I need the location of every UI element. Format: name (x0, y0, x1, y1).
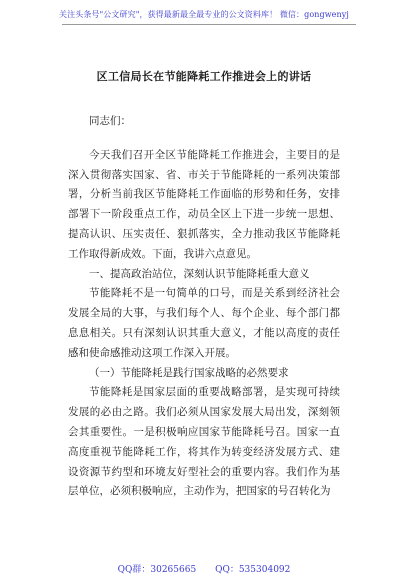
footer-qq-group: QQ群：30265665 (117, 565, 197, 575)
document-body (68, 112, 340, 502)
header-divider (62, 24, 356, 25)
salutation: 同志们： (89, 115, 131, 127)
paragraph: 节能降耗是国家层面的重要战略部署，是实现可持续发展的必由之路。我们必须从国家发展大局出发，深刻领会其重要性。一是积极响应国家节能降耗号召。国家一直高度重视节能降耗工作，将其作为转变经济发展方式、建设资源节约型和环境友好型社会的重要内容。我们作为基层单位，必须积极响应，主动作为，把国家的号召转化为 (68, 386, 340, 498)
section-heading: 一、提高政治站位，深刻认识节能降耗重大意义 (89, 267, 310, 280)
subsection-heading: （一）节能降耗是践行国家战略的必然要求 (89, 366, 289, 379)
footer-qq: QQ：535304092 (215, 565, 291, 575)
document-title: 区工信局长在节能降耗工作推进会上的讲话 (96, 70, 312, 83)
paragraph: 今天我们召开全区节能降耗工作推进会，主要目的是深入贯彻落实国家、省、市关于节能降耗的一系列决策部署，分析当前我区节能降耗工作面临的形势和任务，安排部署下一阶段重点工作，动员全区上下进一步统一思想、提高认识、压实责任、狠抓落实，全力推动我区节能降耗工作取得新成效。下面，我讲六点意见。 (68, 148, 340, 260)
footer-contact (0, 562, 408, 575)
header-note: 关注头条号"公文研究"，获得最新最全最专业的公文资料库！ 微信：gongwenyj (59, 10, 349, 19)
paragraph: 节能降耗不是一句简单的口号，而是关系到经济社会发展全局的大事，与我们每个人、每个企业、每个部门都息息相关。只有深刻认识其重大意义，才能以高度的责任感和使命感推动这项工作深入开展。 (68, 287, 340, 359)
